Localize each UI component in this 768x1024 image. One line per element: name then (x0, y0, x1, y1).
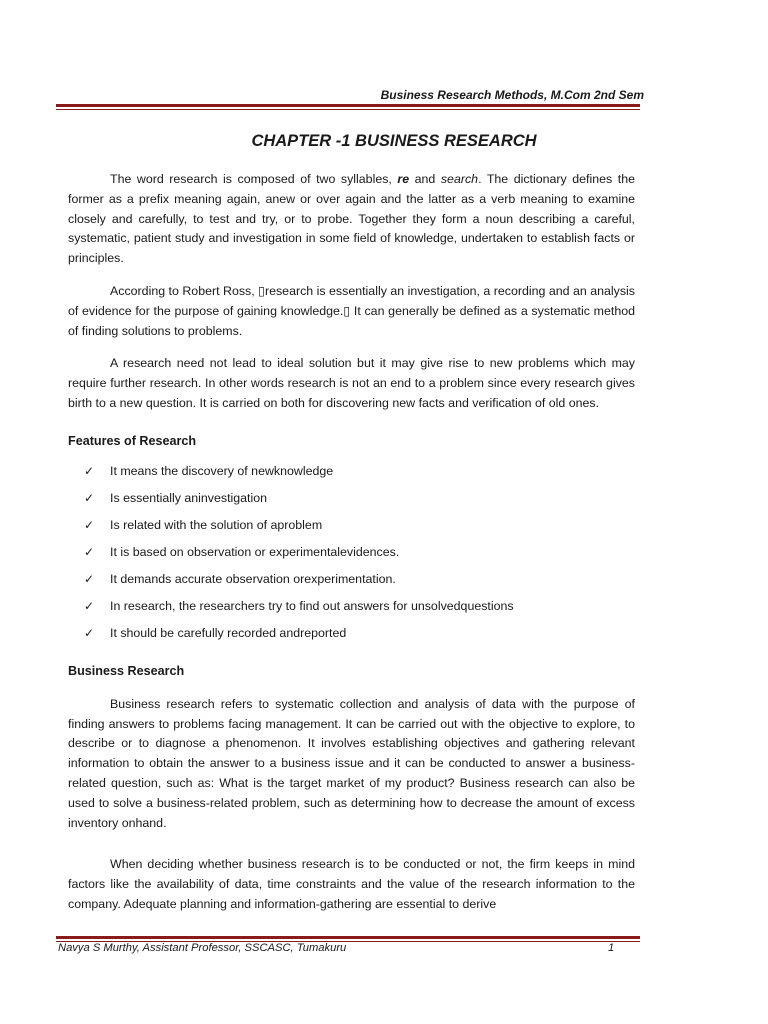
chapter-title: CHAPTER -1 BUSINESS RESEARCH (251, 132, 537, 150)
list-item: ✓ It should be carefully recorded andreported (68, 624, 635, 644)
footer-author: Navya S Murthy, Assistant Professor, SSCASC, Tumakuru (58, 942, 347, 954)
footer-rule-thick (56, 936, 640, 939)
list-item: ✓ Is essentially aninvestigation (68, 489, 635, 509)
list-item: ✓ In research, the researchers try to find out answers for unsolvedquestions (68, 597, 635, 617)
intro-paragraph-2: According to Robert Ross, ▯research is essentially an investigation, a recording and an analysis of evidence for the purpose of gaining knowledge.▯ It can generally be defined as a systematic method of finding solutions to problems. (68, 283, 635, 338)
features-list (68, 462, 635, 644)
page-number: 1 (608, 942, 615, 954)
checkmark-icon: ✓ (84, 571, 95, 586)
header-rule-thick (56, 104, 640, 107)
business-research-paragraph-1: Business research refers to systematic collection and analysis of data with the purpose of finding answers to problems facing management. It can be carried out with the objective to explore, to describe or to diagnose a phenomenon. It involves establishing objectives and gathering relevant information to obtain the answer to a business issue and it can be conducted to answer a business- related question, such as: What is the target market of my product? Business research can also be used to solve a business-related problem, such as determining how to decrease the amount of excess inventory onhand. (68, 696, 635, 830)
checkmark-icon: ✓ (84, 463, 95, 478)
intro-paragraph-1: The word research is composed of two syllables, re and search. The dictionary defines the former as a prefix meaning again, anew or over again and the latter as a verb meaning to examine closely and carefully, to test and try, or to probe. Together they form a noun describing a careful, systematic, patient study and investigation in some field of knowledge, undertaken to establish facts or principles. (68, 172, 635, 266)
list-item: ✓ Is related with the solution of aproblem (68, 516, 635, 536)
running-header: Business Research Methods, M.Com 2nd Sem (380, 88, 644, 102)
intro-paragraph-3: A research need not lead to ideal solution but it may give rise to new problems which may require further research. In other words research is not an end to a problem since every research gives birth to a new question. It is carried on both for discovering new facts and verification of old ones. (68, 356, 635, 410)
checkmark-icon: ✓ (84, 490, 95, 505)
checkmark-icon: ✓ (84, 626, 95, 641)
features-heading: Features of Research (68, 433, 197, 448)
list-item: ✓ It demands accurate observation orexperimentation. (68, 570, 635, 590)
checkmark-icon: ✓ (84, 544, 95, 559)
list-item: ✓ It means the discovery of newknowledge (68, 462, 635, 482)
business-research-heading: Business Research (68, 663, 185, 678)
checkmark-icon: ✓ (84, 599, 95, 614)
checkmark-icon: ✓ (84, 517, 95, 532)
header-rule-thin (56, 109, 640, 110)
business-research-paragraph-2: When deciding whether business research is to be conducted or not, the firm keeps in mind factors like the availability of data, time constraints and the value of the research information to the company. Adequate planning and information-gathering are essential to derive (68, 857, 635, 911)
page-body (68, 170, 635, 928)
list-item: ✓ It is based on observation or experimentalevidences. (68, 543, 635, 563)
